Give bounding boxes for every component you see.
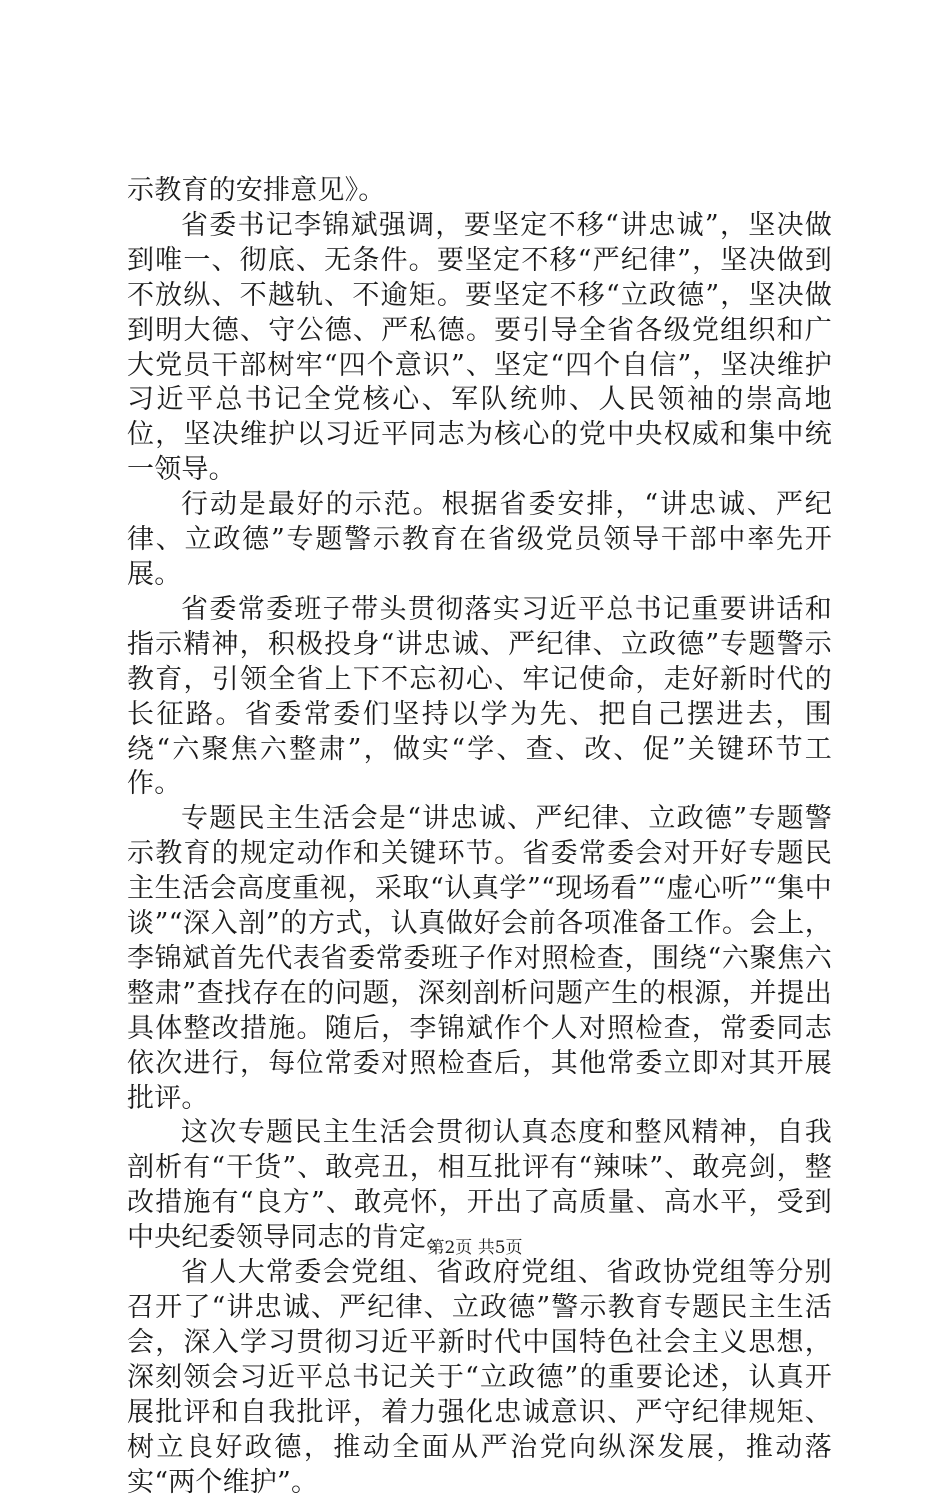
paragraph-li-jinbin-emphasis: 省委书记李锦斌强调，要坚定不移“讲忠诚”，坚决做到唯一、彻底、无条件。要坚定不移“严纪律”，坚决做到不放纵、不越轨、不逾矩。要坚定不移“立政德”，坚决做到明大德、守公德、严私德。要引导全省各级党组织和广大党员干部树牢“四个意识”、坚定“四个自信”，坚决维护习近平总书记全党核心、军队统帅、人民领袖的崇高地位，坚决维护以习近平同志为核心的党中央权威和集中统一领导。 [127, 209, 832, 486]
paragraph-action-example: 行动是最好的示范。根据省委安排，“讲忠诚、严纪律、立政德”专题警示教育在省级党员领导干部中率先开展。 [127, 489, 832, 590]
document-body [127, 174, 832, 1500]
paragraph-meeting-spirit: 这次专题民主生活会贯彻认真态度和整风精神，自我剖析有“干货”、敢亮丑，相互批评有“辣味”、敢亮剑，整改措施有“良方”、敢亮怀，开出了高质量、高水平，受到中央纪委领导同志的肯定。 [127, 1117, 832, 1254]
paragraph-standing-committee: 省委常委班子带头贯彻落实习近平总书记重要讲话和指示精神，积极投身“讲忠诚、严纪律、立政德”专题警示教育，引领全省上下不忘初心、牢记使命，走好新时代的长征路。省委常委们坚持以学为先、把自己摆进去，围绕“六聚焦六整肃”，做实“学、查、改、促”关键环节工作。 [127, 593, 832, 800]
paragraph-democratic-life-meeting: 专题民主生活会是“讲忠诚、严纪律、立政德”专题警示教育的规定动作和关键环节。省委常委会对开好专题民主生活会高度重视，采取“认真学”“现场看”“虚心听”“集中谈”“深入剖”的方式，认真做好会前各项准备工作。会上，李锦斌首先代表省委常委班子作对照检查，围绕“六聚焦六整肃”查找存在的问题，深刻剖析问题产生的根源，并提出具体整改措施。随后，李锦斌作个人对照检查，常委同志依次进行，每位常委对照检查后，其他常委立即对其开展批评。 [127, 803, 832, 1114]
paragraph-party-groups: 省人大常委会党组、省政府党组、省政协党组等分别召开了“讲忠诚、严纪律、立政德”警示教育专题民主生活会，深入学习贯彻习近平新时代中国特色社会主义思想，深刻领会习近平总书记关于“立政德”的重要论述，认真开展批评和自我批评，着力强化忠诚意识、严守纪律规矩、树立良好政德，推动全面从严治党向纵深发展，推动落实“两个维护”。 [127, 1257, 832, 1498]
page-number-footer: 第2页 共5页 [427, 1238, 523, 1258]
paragraph-continuation: 示教育的安排意见》。 [127, 175, 386, 206]
